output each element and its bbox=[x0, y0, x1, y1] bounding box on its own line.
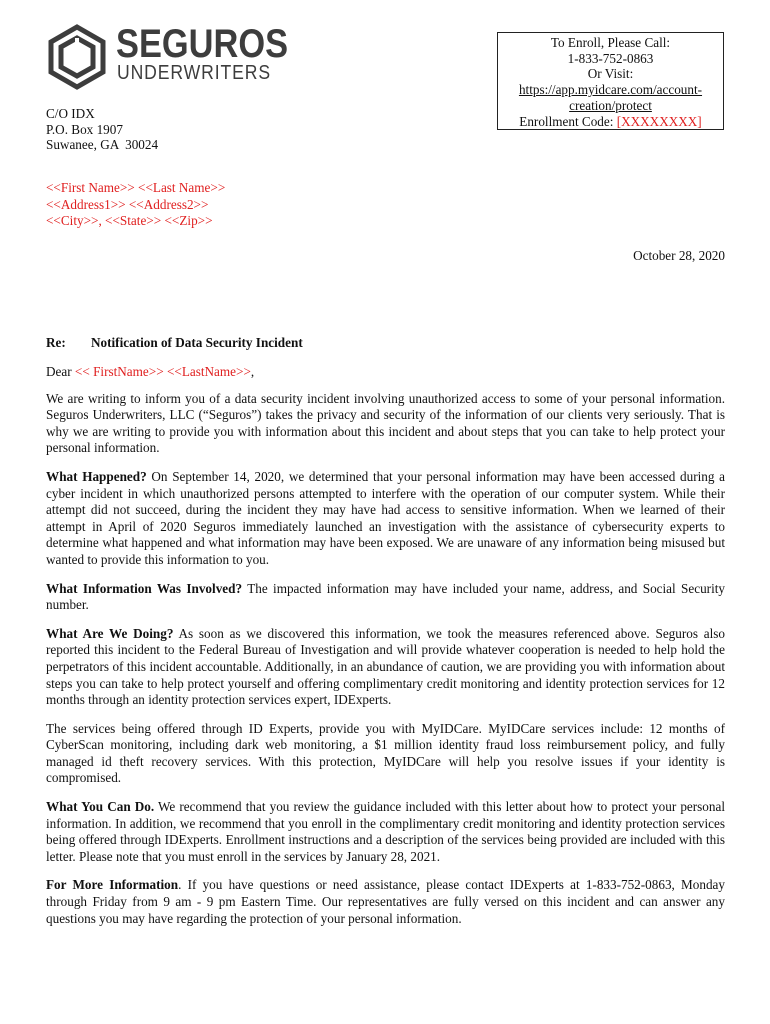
info-involved-paragraph bbox=[46, 581, 725, 614]
what-happened-text: On September 14, 2020, we determined that your personal information may have been accessed during a cyber incident in which unauthorized persons attempted to interfere with the operation of our computer system. While their attempt did not succeed, during the incident they may have had access to sensitive information. When we learned of their attempt in April of 2020 Seguros immediately launched an investigation with the assistance of cybersecurity experts to determine what happened and what information may have been exposed. We are unaware of any information being misused but wanted to provide this information to you. bbox=[46, 468, 725, 567]
recipient-street: <<Address1>> <<Address2>> bbox=[46, 196, 209, 212]
salutation bbox=[46, 364, 725, 381]
more-info-paragraph bbox=[46, 877, 725, 927]
more-info-heading: For More Information bbox=[46, 877, 179, 893]
enroll-visit-label: Or Visit: bbox=[587, 66, 634, 82]
what-happened-paragraph bbox=[46, 469, 725, 569]
recipient-city-state-zip: <<City>>, <<State>> <<Zip>> bbox=[46, 213, 213, 228]
logo-name: SEGUROS bbox=[116, 22, 289, 66]
enroll-url-part1[interactable]: https://app.myidcare.com/account- bbox=[518, 82, 703, 98]
can-do-text: We recommend that you review the guidance included with this letter about how to protect your personal information. In addition, we recommend that you enroll in the complimentary credit monitoring and identity protection services being offered through IDExperts. Enrollment instructions and a description of the services being provided are included with this letter. Please note that you must enroll in the services by January 28, 2021. bbox=[46, 799, 725, 864]
info-involved-heading: What Information Was Involved? bbox=[46, 580, 243, 596]
subject-text: Notification of Data Security Incident bbox=[91, 335, 303, 350]
enroll-call-label: To Enroll, Please Call: bbox=[550, 35, 671, 50]
recipient-address bbox=[46, 180, 225, 230]
what-doing-heading: What Are We Doing? bbox=[46, 625, 174, 641]
salutation-name: << FirstName>> <<LastName>> bbox=[74, 364, 251, 379]
services-paragraph: The services being offered through ID Experts, provide you with MyIDCare. MyIDCare services include: 12 months of CyberScan monitoring, including dark web monitoring, a $1 million identity fraud loss reimbursement policy, and fully managed id theft recovery services. With this protection, MyIDCare will help you resolve issues if your identity is compromised. bbox=[46, 720, 725, 786]
letter-body bbox=[46, 364, 725, 939]
return-address-line1: C/O IDX bbox=[46, 106, 95, 121]
what-doing-paragraph bbox=[46, 626, 725, 709]
enrollment-code-line bbox=[498, 114, 723, 130]
enrollment-code-label: Enrollment Code: bbox=[519, 113, 617, 129]
more-info-text: . If you have questions or need assistance, please contact IDExperts at 1-833-752-0863, Monday through Friday from 9 am - 9 pm Eastern Time. Our representatives are fully versed on this incident and can answer any questions you may have regarding the protection of your personal information. bbox=[46, 877, 726, 926]
what-happened-heading: What Happened? bbox=[46, 468, 147, 484]
logo-subtitle: UNDERWRITERS bbox=[117, 62, 271, 84]
subject-line bbox=[46, 335, 303, 351]
return-address-line3: Suwanee, GA 30024 bbox=[46, 137, 159, 153]
salutation-prefix: Dear bbox=[46, 364, 75, 379]
intro-paragraph: We are writing to inform you of a data security incident involving unauthorized access to some of your personal information. Seguros Underwriters, LLC (“Seguros”) takes the privacy and security of the information of our clients very seriously. That is why we are writing to provide you with information about this incident and about steps that you can take to help protect your personal information. bbox=[46, 390, 725, 456]
can-do-heading: What You Can Do. bbox=[46, 799, 155, 815]
enroll-url-part2[interactable]: creation/protect bbox=[569, 97, 652, 113]
enrollment-code-value: [XXXXXXXX] bbox=[616, 113, 702, 129]
enrollment-box bbox=[497, 32, 724, 130]
can-do-paragraph bbox=[46, 799, 725, 865]
enroll-url-link[interactable] bbox=[498, 82, 723, 113]
letter-date: October 28, 2020 bbox=[633, 248, 725, 263]
return-address-line2: P.O. Box 1907 bbox=[46, 121, 123, 137]
recipient-name: <<First Name>> <<Last Name>> bbox=[46, 180, 226, 195]
hexagon-logo-icon bbox=[44, 24, 110, 90]
re-label: Re: bbox=[46, 335, 66, 350]
salutation-suffix: , bbox=[250, 364, 255, 379]
enroll-phone[interactable]: 1-833-752-0863 bbox=[567, 50, 654, 66]
info-involved-text: The impacted information may have included your name, address, and Social Security number. bbox=[46, 580, 725, 613]
return-address bbox=[46, 106, 158, 153]
seguros-logo bbox=[44, 22, 289, 90]
what-doing-text: As soon as we discovered this information, we took the measures referenced above. Seguros also reported this incident to the Federal Bureau of Investigation and will provide whatever cooperation is needed to help hold the perpetrators of this incident accountable. Additionally, in an abundance of caution, we are providing you with information about steps you can take to help protect yourself and offering complimentary credit monitoring and identity protection services for 12 months through an identity protection services expert, IDExperts. bbox=[46, 625, 725, 708]
